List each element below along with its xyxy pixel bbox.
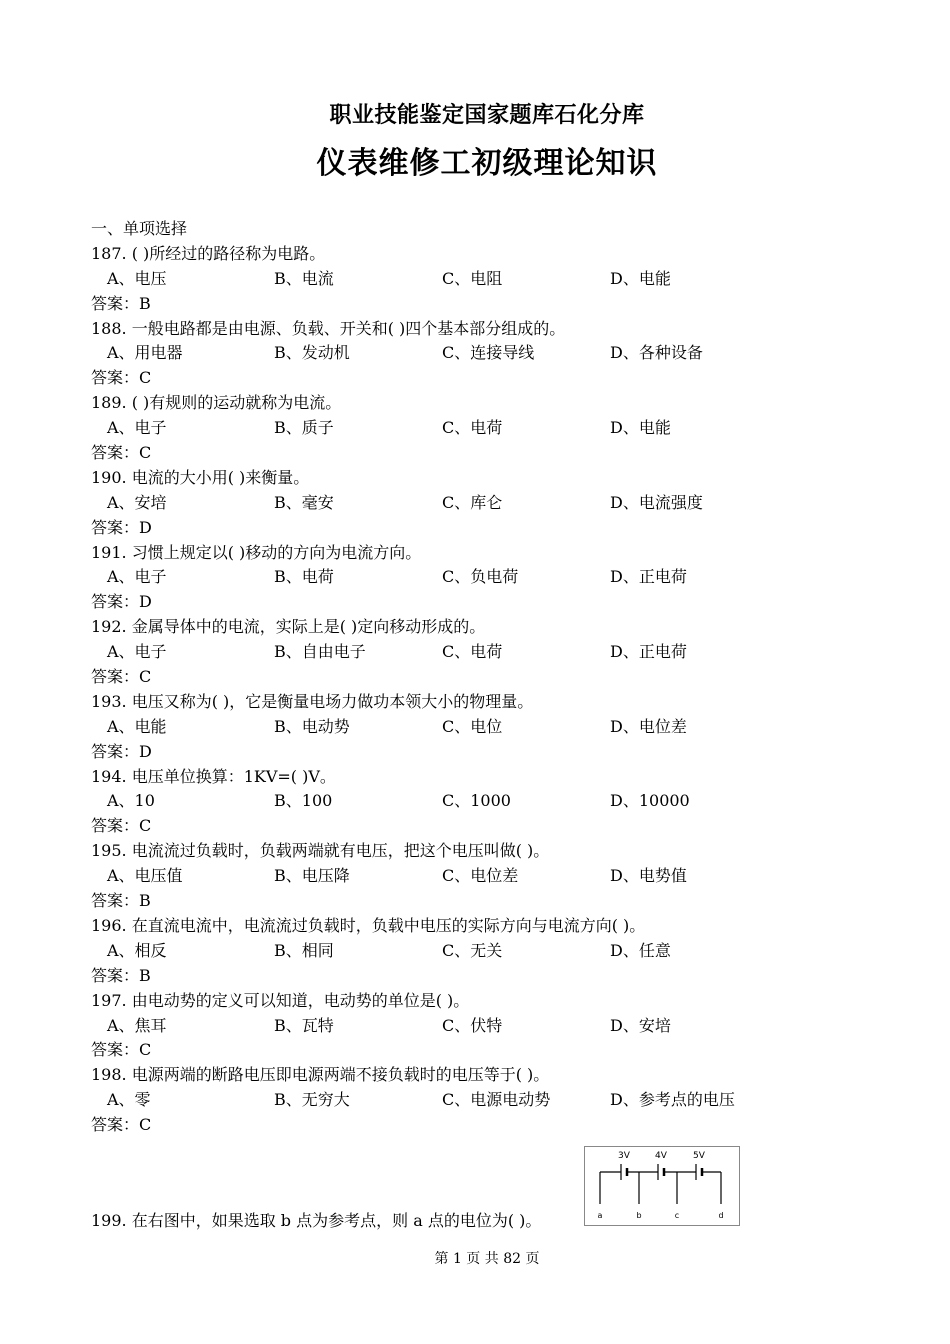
question-stem: 189. ( )有规则的运动就称为电流。 <box>91 393 342 413</box>
point-label-b: b <box>636 1211 642 1220</box>
battery-label-5v: 5V <box>693 1151 705 1161</box>
option-c: C、负电荷 <box>442 567 519 587</box>
question-options <box>91 1014 911 1039</box>
option-c: C、电源电动势 <box>442 1090 551 1110</box>
point-label-d: d <box>718 1211 724 1220</box>
answer-line: 答案：C <box>91 443 152 463</box>
question-options <box>91 715 911 740</box>
answer-line: 答案：C <box>91 368 152 388</box>
option-b: B、发动机 <box>274 343 350 363</box>
question-options <box>91 864 911 889</box>
option-d: D、电位差 <box>610 716 687 736</box>
option-a: A、电压 <box>107 268 167 288</box>
option-a: A、10 <box>107 791 155 811</box>
option-b: B、电流 <box>274 268 334 288</box>
option-c: C、库仑 <box>442 492 503 512</box>
battery-label-3v: 3V <box>618 1151 630 1161</box>
question-199-stem: 199. 在右图中，如果选取 b 点为参考点，则 a 点的电位为( )。 <box>91 1211 542 1230</box>
option-a: A、电子 <box>107 642 167 662</box>
answer-line: 答案：B <box>91 891 151 911</box>
option-b: B、100 <box>274 791 333 811</box>
option-d: D、10000 <box>610 791 690 811</box>
option-d: D、正电荷 <box>610 567 687 587</box>
question-stem: 192. 金属导体中的电流，实际上是( )定向移动形成的。 <box>91 617 486 637</box>
circuit-diagram <box>584 1146 740 1226</box>
option-a: A、零 <box>107 1090 151 1110</box>
battery-label-4v: 4V <box>655 1151 667 1161</box>
option-c: C、连接导线 <box>442 343 535 363</box>
option-a: A、焦耳 <box>107 1015 167 1035</box>
option-c: C、1000 <box>442 791 511 811</box>
question-stem: 194. 电压单位换算：1KV=( )V。 <box>91 766 336 786</box>
question-options <box>91 1088 911 1113</box>
option-b: B、无穷大 <box>274 1090 350 1110</box>
option-b: B、相同 <box>274 940 334 960</box>
point-label-c: c <box>674 1211 680 1220</box>
option-a: A、相反 <box>107 940 167 960</box>
answer-line: 答案：C <box>91 667 152 687</box>
option-c: C、电阻 <box>442 268 503 288</box>
section-heading: 一、单项选择 <box>91 219 188 238</box>
option-d: D、安培 <box>610 1015 671 1035</box>
question-options <box>91 416 911 441</box>
option-d: D、参考点的电压 <box>610 1090 735 1110</box>
question-options <box>91 939 911 964</box>
question-stem: 193. 电压又称为( )，它是衡量电场力做功本领大小的物理量。 <box>91 691 534 711</box>
question-stem: 191. 习惯上规定以( )移动的方向为电流方向。 <box>91 542 422 562</box>
answer-line: 答案：C <box>91 1040 152 1060</box>
document-subtitle: 仪表维修工初级理论知识 <box>316 146 658 181</box>
option-a: A、电压值 <box>107 866 183 886</box>
option-d: D、电势值 <box>610 866 687 886</box>
option-a: A、电能 <box>107 716 167 736</box>
option-d: D、正电荷 <box>610 642 687 662</box>
question-stem: 195. 电流流过负载时，负载两端就有电压，把这个电压叫做( )。 <box>91 841 550 861</box>
option-c: C、伏特 <box>442 1015 503 1035</box>
answer-line: 答案：D <box>91 517 152 537</box>
option-c: C、电位 <box>442 716 503 736</box>
answer-line: 答案：D <box>91 741 152 761</box>
option-b: B、电压降 <box>274 866 350 886</box>
option-c: C、无关 <box>442 940 503 960</box>
option-d: D、电能 <box>610 268 671 288</box>
option-b: B、瓦特 <box>274 1015 334 1035</box>
option-b: B、质子 <box>274 418 334 438</box>
option-a: A、电子 <box>107 418 167 438</box>
option-a: A、电子 <box>107 567 167 587</box>
question-stem: 197. 由电动势的定义可以知道，电动势的单位是( )。 <box>91 990 470 1010</box>
option-b: B、电动势 <box>274 716 350 736</box>
question-options <box>91 789 911 814</box>
question-options <box>91 267 911 292</box>
option-c: C、电荷 <box>442 642 503 662</box>
answer-line: 答案：B <box>91 965 151 985</box>
option-c: C、电位差 <box>442 866 519 886</box>
question-options <box>91 565 911 590</box>
question-stem: 187. ( )所经过的路径称为电路。 <box>91 243 326 263</box>
question-stem: 196. 在直流电流中，电流流过负载时，负载中电压的实际方向与电流方向( )。 <box>91 915 646 935</box>
option-a: A、用电器 <box>107 343 183 363</box>
option-d: D、任意 <box>610 940 671 960</box>
point-label-a: a <box>597 1211 603 1220</box>
answer-line: 答案：C <box>91 816 152 836</box>
option-b: B、电荷 <box>274 567 334 587</box>
answer-line: 答案：C <box>91 1115 152 1135</box>
answer-line: 答案：B <box>91 293 151 313</box>
document-title: 职业技能鉴定国家题库石化分库 <box>329 103 645 128</box>
answer-line: 答案：D <box>91 592 152 612</box>
question-stem: 198. 电源两端的断路电压即电源两端不接负载时的电压等于( )。 <box>91 1065 550 1085</box>
option-b: B、自由电子 <box>274 642 366 662</box>
page-footer: 第 1 页 共 82 页 <box>434 1251 540 1267</box>
question-options <box>91 640 911 665</box>
question-options <box>91 341 911 366</box>
question-stem: 188. 一般电路都是由电源、负载、开关和( )四个基本部分组成的。 <box>91 318 566 338</box>
question-list <box>91 217 911 1138</box>
option-c: C、电荷 <box>442 418 503 438</box>
option-b: B、毫安 <box>274 492 334 512</box>
question-stem: 190. 电流的大小用( )来衡量。 <box>91 467 310 487</box>
option-d: D、各种设备 <box>610 343 703 363</box>
option-d: D、电流强度 <box>610 492 703 512</box>
option-a: A、安培 <box>107 492 167 512</box>
question-options <box>91 491 911 516</box>
option-d: D、电能 <box>610 418 671 438</box>
